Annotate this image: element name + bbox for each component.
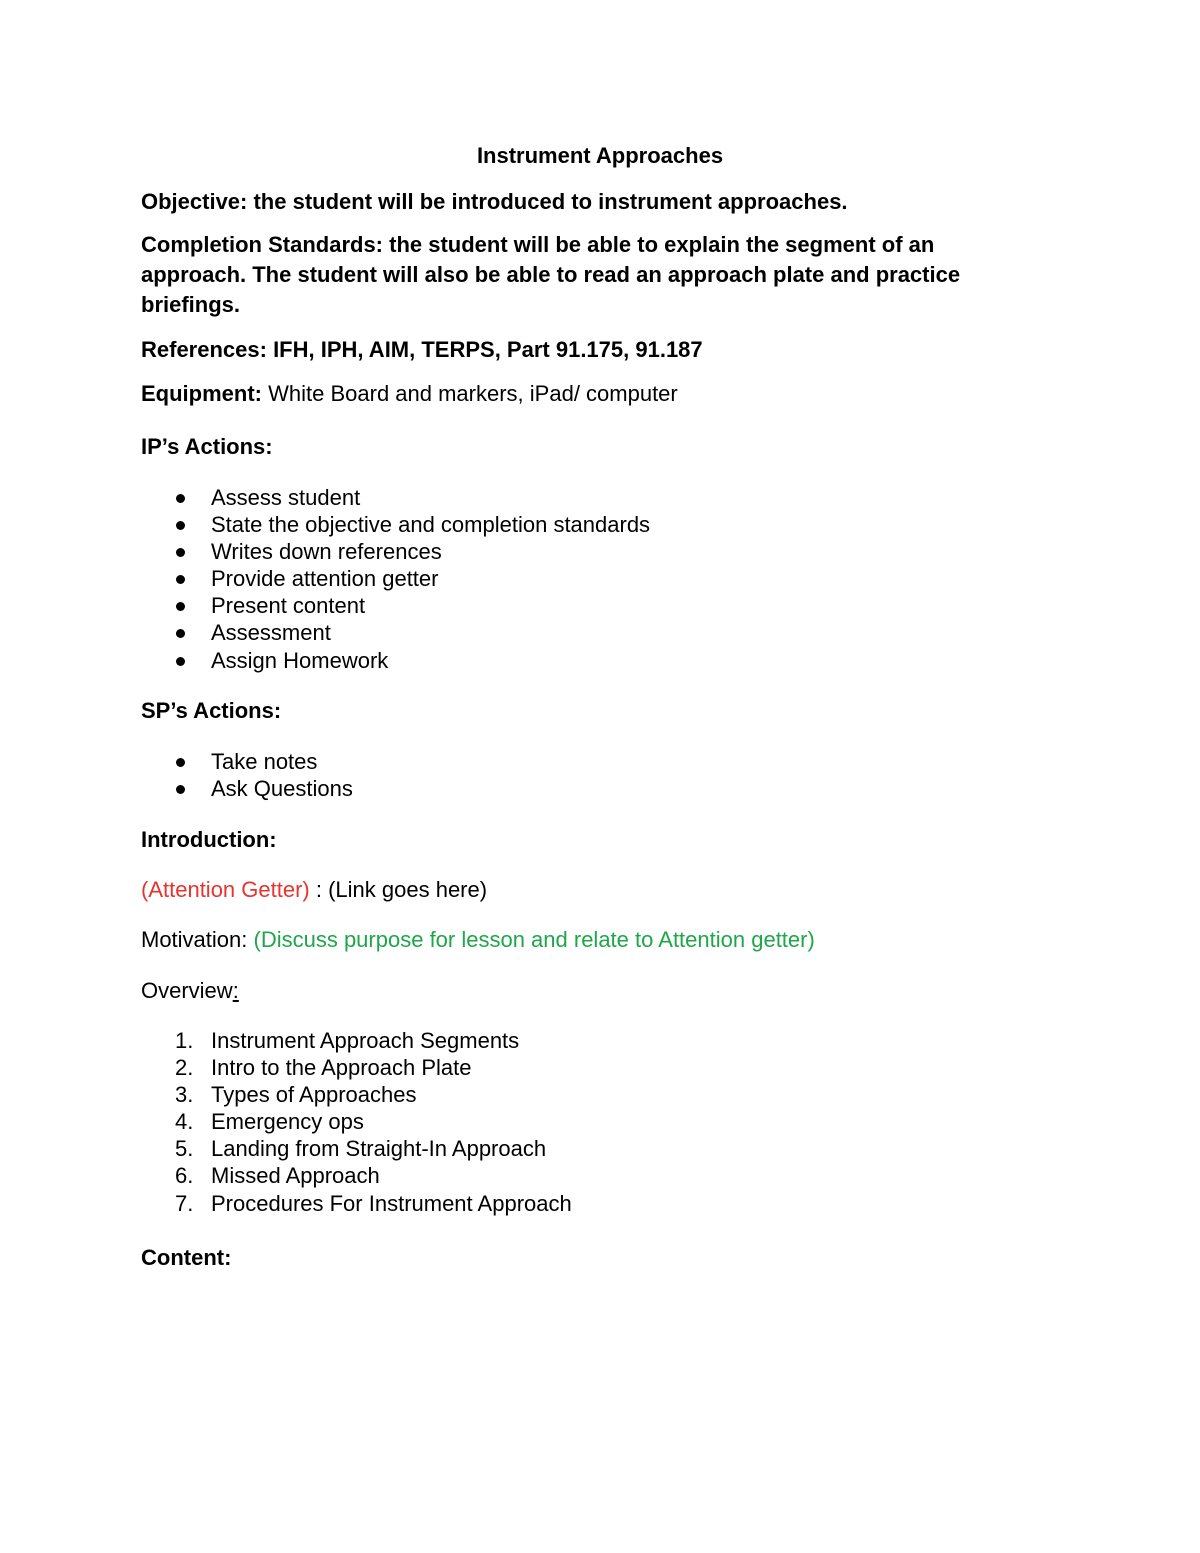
bullet-icon bbox=[176, 758, 185, 767]
completion-standards-text: Completion Standards: the student will be able to explain the segment of an approach. The student will also be able to read an approach plate and practice briefings. bbox=[141, 232, 961, 317]
list-number: 3. bbox=[175, 1082, 194, 1108]
list-item: Provide attention getter bbox=[141, 565, 650, 592]
list-item: Present content bbox=[141, 592, 650, 619]
bullet-icon bbox=[176, 575, 185, 584]
objective-text: Objective: the student will be introduced to instrument approaches. bbox=[141, 189, 848, 214]
references-text: References: IFH, IPH, AIM, TERPS, Part 91.175, 91.187 bbox=[141, 337, 703, 362]
list-number: 6. bbox=[175, 1163, 194, 1189]
list-item: State the objective and completion standards bbox=[141, 511, 650, 538]
list-item: 4. Emergency ops bbox=[175, 1109, 364, 1135]
list-number: 2. bbox=[175, 1055, 194, 1081]
ip-actions-heading: IP’s Actions: bbox=[141, 434, 273, 459]
list-number: 5. bbox=[175, 1136, 194, 1162]
motivation-label: Motivation: bbox=[141, 927, 254, 952]
list-number: 4. bbox=[175, 1109, 194, 1135]
motivation-line bbox=[141, 925, 815, 955]
sp-actions-heading: SP’s Actions: bbox=[141, 698, 282, 723]
introduction-heading: Introduction: bbox=[141, 827, 277, 852]
content-heading: Content: bbox=[141, 1245, 232, 1270]
sp-actions-list bbox=[141, 748, 353, 802]
bullet-icon bbox=[176, 629, 185, 638]
list-number: 7. bbox=[175, 1190, 194, 1216]
bullet-icon bbox=[176, 602, 185, 611]
bullet-icon bbox=[176, 521, 185, 530]
bullet-icon bbox=[176, 548, 185, 557]
list-item: Take notes bbox=[141, 748, 353, 775]
overview-line bbox=[141, 976, 239, 1006]
list-item: 1. Instrument Approach Segments bbox=[175, 1028, 520, 1053]
attention-getter-link-text: : (Link goes here) bbox=[309, 877, 488, 902]
overview-label: Overview bbox=[141, 978, 233, 1003]
overview-colon: : bbox=[232, 978, 239, 1003]
overview-list bbox=[141, 1027, 572, 1217]
list-item: 3. Types of Approaches bbox=[175, 1082, 417, 1108]
bullet-icon bbox=[176, 785, 185, 794]
ip-actions-list bbox=[141, 484, 650, 674]
list-item: Assess student bbox=[141, 484, 650, 511]
equipment-line bbox=[141, 379, 678, 409]
bullet-icon bbox=[176, 494, 185, 503]
equipment-label: Equipment: bbox=[141, 381, 262, 406]
attention-getter-label: (Attention Getter) bbox=[141, 877, 310, 902]
list-item: 6. Missed Approach bbox=[175, 1163, 380, 1189]
motivation-value: (Discuss purpose for lesson and relate to Attention getter) bbox=[253, 927, 815, 952]
list-item: 2. Intro to the Approach Plate bbox=[175, 1055, 472, 1081]
document-title: Instrument Approaches bbox=[476, 143, 724, 168]
list-item: 5. Landing from Straight-In Approach bbox=[175, 1136, 547, 1162]
bullet-icon bbox=[176, 657, 185, 666]
attention-getter-line bbox=[141, 875, 487, 905]
list-item: 7. Procedures For Instrument Approach bbox=[175, 1190, 572, 1216]
list-item: Ask Questions bbox=[141, 775, 353, 802]
list-item: Assessment bbox=[141, 619, 650, 646]
list-item: Writes down references bbox=[141, 538, 650, 565]
equipment-value: White Board and markers, iPad/ computer bbox=[268, 381, 678, 406]
list-item: Assign Homework bbox=[141, 647, 650, 674]
list-number: 1. bbox=[175, 1028, 194, 1053]
